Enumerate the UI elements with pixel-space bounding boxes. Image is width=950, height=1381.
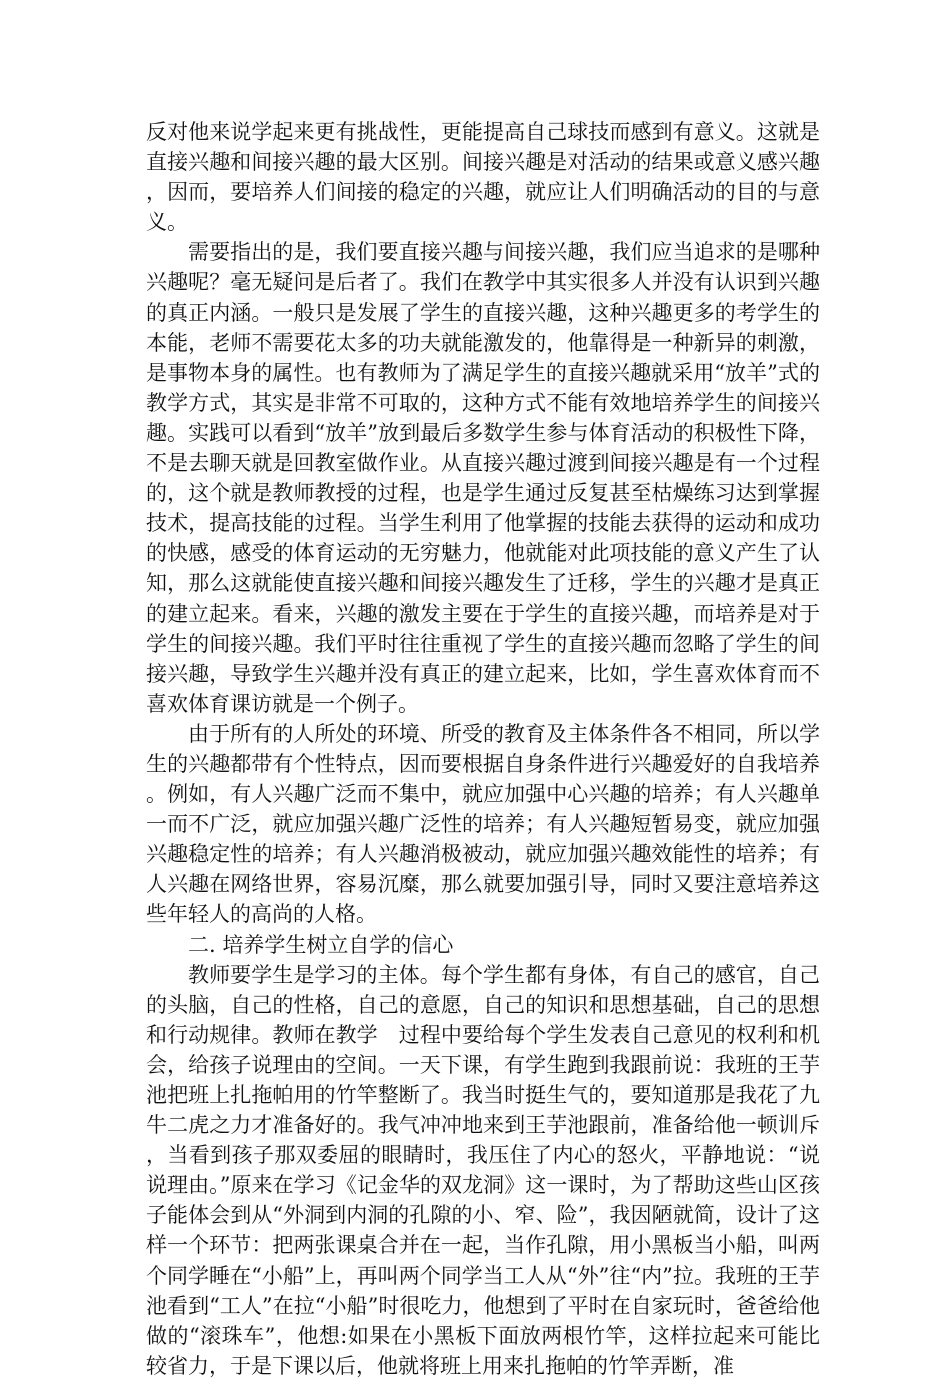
paragraph-student-subject: 教师要学生是学习的主体。每个学生都有身体，有自己的感官，自己的头脑，自己的性格，自己的意愿，自己的知识和思想基础，自己的思想和行动规律。教师在教学 过程中要给每个学生发表自己意见的权利和机会，给孩子说理由的空间。一天下课，有学生跑到我跟前说：我班的王芋池把班上扎拖帕用的竹竿整断了。我当时挺生气的，要知道那是我花了九牛二虎之力才准备好的。我气冲冲地来到王芋池跟前，准备给他一顿训斥，当看到孩子那双委屈的眼睛时，我压住了内心的怒火，平静地说：“说说理由。”原来在学习《记金华的双龙洞》这一课时，为了帮助这些山区孩子能体会到从“外洞到内洞的孔隙的小、窄、险”，我因陋就简，设计了这样一个环节：把两张课桌合并在一起，当作孔隙，用小黑板当小船，叫两个同学睡在“小船”上，再叫两个同学当工人从“外”往“内”拉。我班的王芋池看到“工人”在拉“小船”时很吃力，他想到了平时在自家玩时，爸爸给他做的“滚珠车”，他想:如果在小黑板下面放两根竹竿，这样拉起来可能比较省力，于是下课以后，他就将班上用来扎拖帕的竹竿弄断，准: [146, 962, 820, 1378]
section-heading: 二. 培养学生树立自学的信心: [188, 932, 454, 957]
document-body: [146, 117, 820, 1381]
paragraph-continuation: 反对他来说学起来更有挑战性，更能提高自己球技而感到有意义。这就是直接兴趣和间接兴趣的最大区别。间接兴趣是对活动的结果或意义感兴趣，因而，要培养人们间接的稳定的兴趣，就应让人们明确活动的目的与意义。: [146, 120, 820, 235]
paragraph-self-cultivation: 由于所有的人所处的环境、所受的教育及主体条件各不相同，所以学生的兴趣都带有个性特点，因而要根据自身条件进行兴趣爱好的自我培养。例如，有人兴趣广泛而不集中，就应加强中心兴趣的培养；有人兴趣单一而不广泛，就应加强兴趣广泛性的培养；有人兴趣短暂易变，就应加强兴趣稳定性的培养；有人兴趣消极被动，就应加强兴趣效能性的培养；有人兴趣在网络世界，容易沉糜，那么就要加强引导，同时又要注意培养这些年轻人的高尚的人格。: [146, 721, 820, 927]
paragraph-interest-types: 需要指出的是，我们要直接兴趣与间接兴趣，我们应当追求的是哪种兴趣呢？毫无疑问是后者了。我们在教学中其实很多人并没有认识到兴趣的真正内涵。一般只是发展了学生的直接兴趣，这种兴趣更多的考学生的本能，老师不需要花太多的功夫就能激发的，他靠得是一种新异的刺激，是事物本身的属性。也有教师为了满足学生的直接兴趣就采用“放羊”式的教学方式，其实是非常不可取的，这种方式不能有效地培养学生的间接兴趣。实践可以看到“放羊”放到最后多数学生参与体育活动的积极性下降，不是去聊天就是回教室做作业。从直接兴趣过渡到间接兴趣是有一个过程的，这个就是教师教授的过程，也是学生通过反复甚至枯燥练习达到掌握技术，提高技能的过程。当学生利用了他掌握的技能去获得的运动和成功的快感，感受的体育运动的无穷魅力，他就能对此项技能的意义产生了认知，那么这就能使直接兴趣和间接兴趣发生了迁移，学生的兴趣才是真正的建立起来。看来，兴趣的激发主要在于学生的直接兴趣，而培养是对于学生的间接兴趣。我们平时往往重视了学生的直接兴趣而忽略了学生的间接兴趣，导致学生兴趣并没有真正的建立起来，比如，学生喜欢体育而不喜欢体育课访就是一个例子。: [146, 240, 820, 716]
